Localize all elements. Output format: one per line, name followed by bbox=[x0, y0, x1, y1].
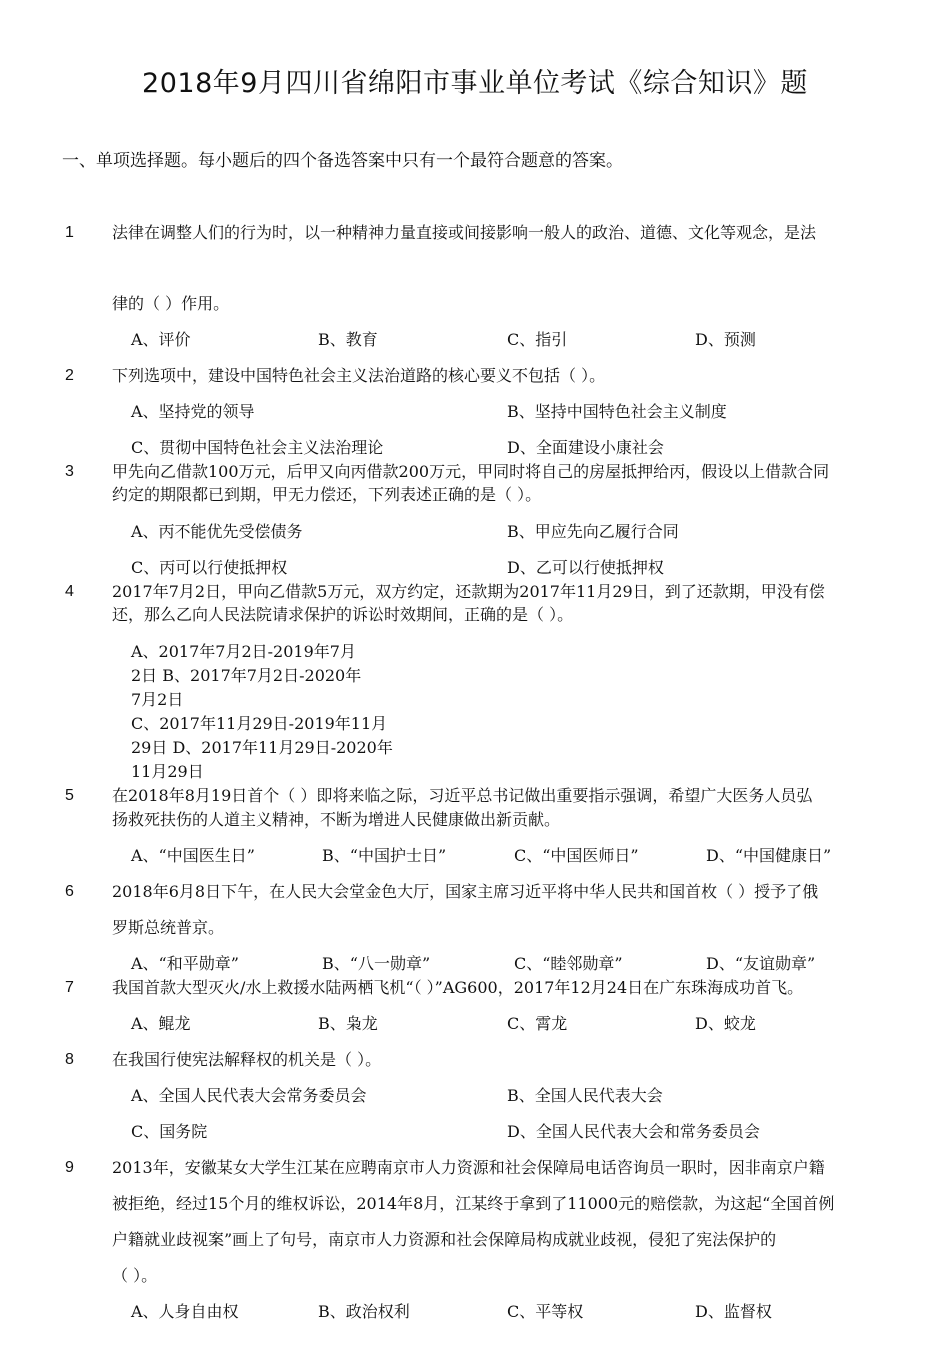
option-d: D、“友谊勋章” bbox=[706, 954, 816, 973]
option-c: C、“睦邻勋章” bbox=[514, 954, 623, 973]
option-c: C、平等权 bbox=[507, 1302, 584, 1321]
option-b: B、“中国护士日” bbox=[322, 846, 447, 865]
question-text-line: 甲先向乙借款100万元，后甲又向丙借款200万元，甲同时将自己的房屋抵押给丙，假设以上借款合同 bbox=[112, 462, 830, 481]
option-c: C、指引 bbox=[507, 330, 568, 349]
question-text-line: 被拒绝，经过15个月的维权诉讼，2014年8月，江某终于拿到了11000元的赔偿款，为这起“全国首例 bbox=[112, 1194, 835, 1213]
option-line: A、2017年7月2日-2019年7月 bbox=[131, 642, 356, 661]
option-d: D、“中国健康日” bbox=[706, 846, 832, 865]
option-d: D、全国人民代表大会和常务委员会 bbox=[507, 1122, 760, 1141]
option-a: A、鲲龙 bbox=[131, 1014, 191, 1033]
option-b: B、坚持中国特色社会主义制度 bbox=[507, 402, 727, 421]
option-d: D、全面建设小康社会 bbox=[507, 438, 664, 457]
option-c: C、霄龙 bbox=[507, 1014, 568, 1033]
option-d: D、乙可以行使抵押权 bbox=[507, 558, 664, 577]
question-text-line: 2017年7月2日，甲向乙借款5万元，双方约定，还款期为2017年11月29日，到了还款期，甲没有偿 bbox=[112, 582, 825, 601]
question-text-line: 扬救死扶伤的人道主义精神，不断为增进人民健康做出新贡献。 bbox=[112, 810, 561, 829]
question-number: 6 bbox=[65, 883, 74, 900]
option-line: 2日 B、2017年7月2日-2020年 bbox=[131, 666, 362, 685]
option-line: 7月2日 bbox=[131, 690, 184, 709]
option-line: 29日 D、2017年11月29日-2020年 bbox=[131, 738, 393, 757]
option-b: B、“八一勋章” bbox=[322, 954, 431, 973]
option-b: B、甲应先向乙履行合同 bbox=[507, 522, 679, 541]
question-text-line: 法律在调整人们的行为时，以一种精神力量直接或间接影响一般人的政治、道德、文化等观念，是法 bbox=[112, 223, 817, 242]
question-number: 4 bbox=[65, 583, 74, 600]
page-title: 2018年9月四川省绵阳市事业单位考试《综合知识》题 bbox=[142, 68, 808, 99]
option-c: C、国务院 bbox=[131, 1122, 208, 1141]
option-d: D、预测 bbox=[695, 330, 756, 349]
option-b: B、全国人民代表大会 bbox=[507, 1086, 663, 1105]
option-c: C、“中国医师日” bbox=[514, 846, 639, 865]
question-number: 1 bbox=[65, 224, 74, 241]
question-text-line: 下列选项中，建设中国特色社会主义法治道路的核心要义不包括（ ）。 bbox=[112, 366, 606, 385]
option-c: C、丙可以行使抵押权 bbox=[131, 558, 288, 577]
question-number: 9 bbox=[65, 1159, 74, 1176]
option-b: B、教育 bbox=[318, 330, 378, 349]
option-a: A、坚持党的领导 bbox=[131, 402, 255, 421]
option-a: A、评价 bbox=[131, 330, 191, 349]
question-text-line: 律的（ ）作用。 bbox=[112, 294, 230, 313]
option-d: D、监督权 bbox=[695, 1302, 772, 1321]
question-text-line: 在2018年8月19日首个（ ）即将来临之际，习近平总书记做出重要指示强调，希望广大医务人员弘 bbox=[112, 786, 813, 805]
section-heading: 一、单项选择题。每小题后的四个备选答案中只有一个最符合题意的答案。 bbox=[62, 151, 623, 171]
question-text-line: 2013年，安徽某女大学生江某在应聘南京市人力资源和社会保障局电话咨询员一职时，因非南京户籍 bbox=[112, 1158, 825, 1177]
option-b: B、政治权利 bbox=[318, 1302, 410, 1321]
question-text-line: 约定的期限都已到期，甲无力偿还，下列表述正确的是（ ）。 bbox=[112, 485, 542, 504]
option-line: 11月29日 bbox=[131, 762, 204, 781]
question-text-line: （ ）。 bbox=[112, 1266, 158, 1285]
question-text-line: 我国首款大型灭火/水上救援水陆两栖飞机“（ ）”AG600，2017年12月24日在广东珠海成功首飞。 bbox=[112, 978, 804, 997]
question-text-line: 户籍就业歧视案”画上了句号，南京市人力资源和社会保障局构成就业歧视，侵犯了宪法保护的 bbox=[112, 1230, 777, 1249]
question-text-line: 2018年6月8日下午，在人民大会堂金色大厅，国家主席习近平将中华人民共和国首枚（ ）授予了俄 bbox=[112, 882, 819, 901]
option-a: A、“中国医生日” bbox=[131, 846, 255, 865]
option-a: A、全国人民代表大会常务委员会 bbox=[131, 1086, 367, 1105]
option-a: A、“和平勋章” bbox=[131, 954, 239, 973]
option-line: C、2017年11月29日-2019年11月 bbox=[131, 714, 388, 733]
question-text-line: 在我国行使宪法解释权的机关是（ ）。 bbox=[112, 1050, 382, 1069]
question-text-line: 罗斯总统普京。 bbox=[112, 918, 225, 937]
question-text-line: 还，那么乙向人民法院请求保护的诉讼时效期间，正确的是（ ）。 bbox=[112, 605, 574, 624]
option-b: B、枭龙 bbox=[318, 1014, 378, 1033]
question-number: 7 bbox=[65, 979, 74, 996]
question-number: 8 bbox=[65, 1051, 74, 1068]
question-number: 5 bbox=[65, 787, 74, 804]
question-number: 2 bbox=[65, 367, 74, 384]
question-number: 3 bbox=[65, 463, 74, 480]
option-d: D、蛟龙 bbox=[695, 1014, 756, 1033]
option-c: C、贯彻中国特色社会主义法治理论 bbox=[131, 438, 384, 457]
option-a: A、丙不能优先受偿债务 bbox=[131, 522, 303, 541]
option-a: A、人身自由权 bbox=[131, 1302, 239, 1321]
